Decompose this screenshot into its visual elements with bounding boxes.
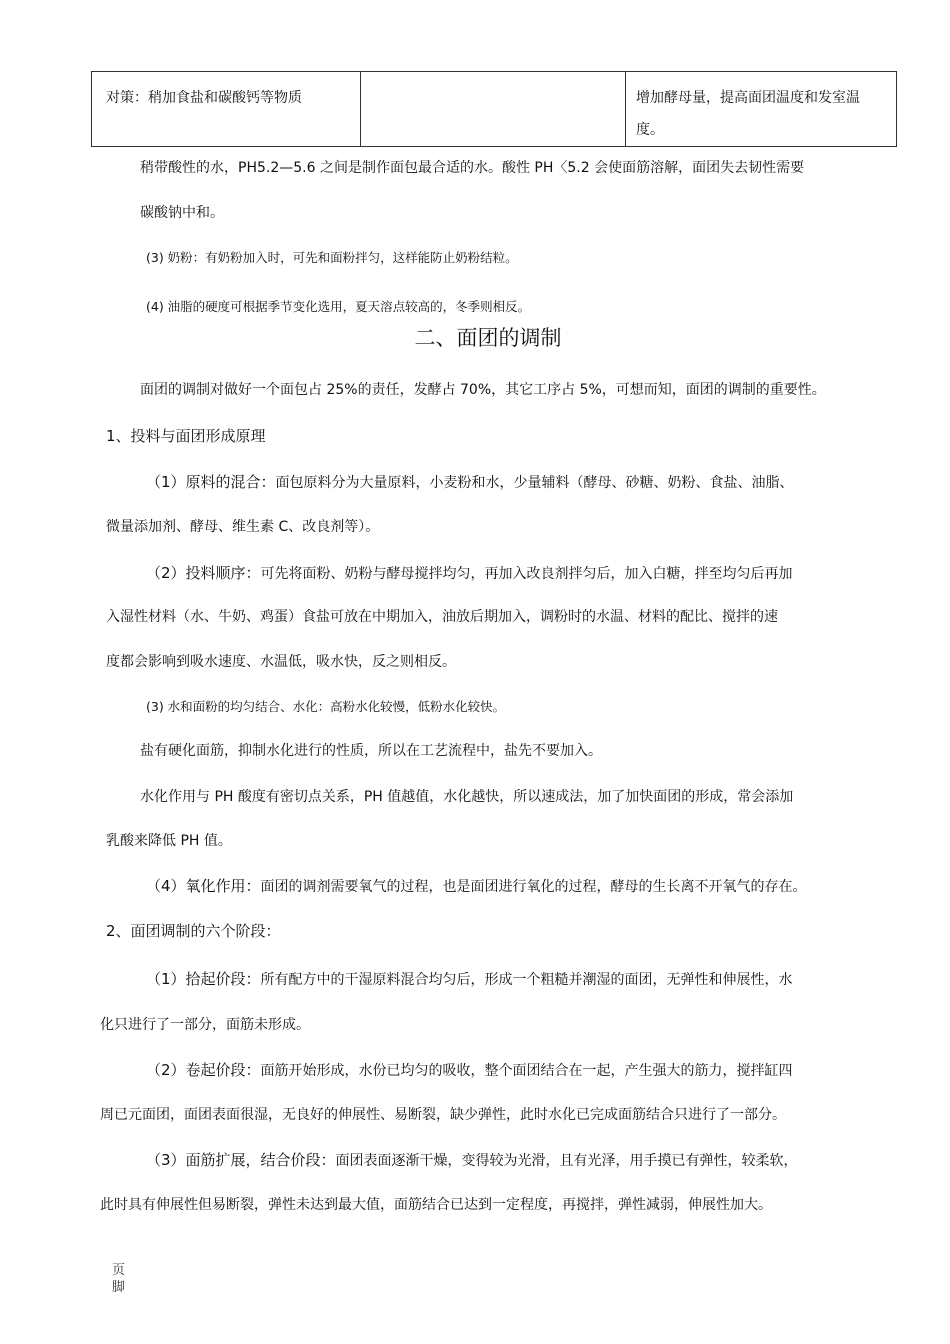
- paragraph-order-text: 可先将面粉、奶粉与酵母搅拌均匀，再加入改良剂拌匀后，加入白糖，拌至均匀后再加: [260, 566, 793, 582]
- section-intro: 面团的调制对做好一个面包占 25%的责任，发酵占 70%，其它工序占 5%，可想而知，面团的调制的重要性。: [140, 382, 826, 398]
- stage-pickup-lead: （1）拾起价段：: [146, 970, 261, 988]
- table-cell-empty: [361, 72, 626, 147]
- table-cell-countermeasure: 对策：稍加食盐和碳酸钙等物质: [92, 72, 361, 147]
- paragraph-order-line-2: 入湿性材料（水、牛奶、鸡蛋）食盐可放在中期加入，油放后期加入，调粉时的水温、材料的配比、搅拌的速: [106, 609, 778, 625]
- stage-cleanup-lead: （2）卷起价段：: [146, 1061, 261, 1079]
- table-cell-yeast-measure: 增加酵母量，提高面团温度和发室温度。: [626, 72, 897, 147]
- page-footer: [112, 1262, 128, 1296]
- paragraph-mixing: [146, 472, 794, 493]
- stage-development: [146, 1150, 798, 1171]
- stage-pickup-text: 所有配方中的干湿原料混合均匀后，形成一个粗糙并潮湿的面团，无弹性和伸展性，水: [260, 972, 793, 988]
- paragraph-ph-line-2: 乳酸来降低 PH 值。: [106, 833, 232, 849]
- part1-title: 1、投料与面团形成原理: [106, 427, 266, 445]
- paragraph-mixing-text: 面包原料分为大量原料，小麦粉和水，少量辅料（酵母、砂糖、奶粉、食盐、油脂、: [275, 475, 794, 491]
- paragraph-mixing-lead: （1）原料的混合：: [146, 473, 276, 491]
- paragraph-hydration: (3) 水和面粉的均匀结合、水化：高粉水化较慢，低粉水化较快。: [146, 699, 506, 714]
- paragraph-oxidation-lead: （4）氧化作用：: [146, 877, 261, 895]
- paragraph-oxidation: [146, 876, 807, 897]
- intro-line-2: 碳酸钠中和。: [140, 205, 224, 221]
- footer-char-2: 脚: [112, 1280, 126, 1295]
- stage-cleanup-text: 面筋开始形成，水份已均匀的吸收，整个面团结合在一起，产生强大的筋力，搅拌缸四: [260, 1063, 793, 1079]
- paragraph-salt: 盐有硬化面筋，抑制水化进行的性质，所以在工艺流程中，盐先不要加入。: [140, 743, 602, 759]
- paragraph-order-lead: （2）投料顺序：: [146, 564, 261, 582]
- stage-cleanup-line-2: 周已元面团，面团表面很湿，无良好的伸展性、易断裂，缺少弹性，此时水化已完成面筋结合只进行了一部分。: [100, 1107, 786, 1123]
- part2-title: 2、面团调制的六个阶段：: [106, 922, 281, 940]
- stage-pickup: [146, 969, 793, 990]
- stage-cleanup: [146, 1060, 793, 1081]
- stage-development-text: 面团表面逐渐干燥，变得较为光滑，且有光泽，用手摸已有弹性，较柔软，: [335, 1153, 798, 1169]
- paragraph-order-line-3: 度都会影响到吸水速度、水温低，吸水快，反之则相反。: [106, 654, 456, 670]
- table-row: [92, 72, 897, 147]
- paragraph-ph-line-1: 水化作用与 PH 酸度有密切点关系，PH 值越值，水化越快，所以速成法，加了加快面团的形成，常会添加: [140, 789, 794, 805]
- stage-development-lead: （3）面筋扩展，结合价段：: [146, 1151, 336, 1169]
- intro-line-1: 稍带酸性的水，PH5.2—5.6 之间是制作面包最合适的水。酸性 PH〈5.2 会使面筋溶解，面团失去韧性需要: [140, 160, 805, 176]
- paragraph-oxidation-text: 面团的调剂需要氧气的过程，也是面团进行氧化的过程，酵母的生长离不开氧气的存在。: [260, 879, 807, 895]
- stage-development-line-2: 此时具有伸展性但易断裂，弹性未达到最大值，面筋结合已达到一定程度，再搅拌，弹性减弱，伸展性加大。: [100, 1197, 772, 1213]
- paragraph-mixing-line-2: 微量添加剂、酵母、维生素 C、改良剂等）。: [106, 519, 380, 535]
- paragraph-order: [146, 563, 793, 584]
- item-fat: (4) 油脂的硬度可根据季节变化选用，夏天溶点较高的，冬季则相反。: [146, 299, 531, 314]
- item-milk-powder: (3) 奶粉：有奶粉加入时，可先和面粉拌匀，这样能防止奶粉结粒。: [146, 250, 518, 265]
- footer-char-1: 页: [112, 1263, 126, 1278]
- countermeasure-table: [91, 71, 897, 147]
- section-title: 二、面团的调制: [414, 326, 562, 350]
- stage-pickup-line-2: 化只进行了一部分，面筋未形成。: [100, 1017, 310, 1033]
